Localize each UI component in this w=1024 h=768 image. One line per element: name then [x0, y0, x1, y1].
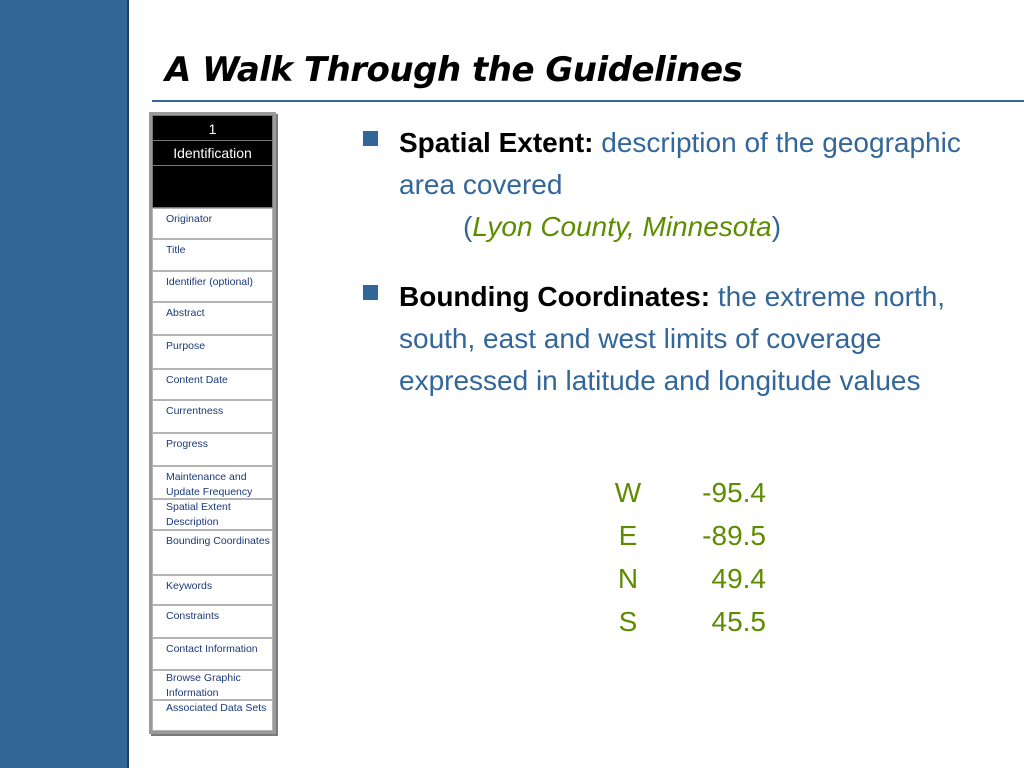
coordinate-value: -95.4: [702, 477, 766, 508]
bullet-square-icon: [363, 285, 378, 300]
nav-item-purpose[interactable]: [152, 335, 273, 369]
bullet-text: [399, 276, 983, 402]
nav-item-label: Spatial Extent Description: [166, 501, 231, 528]
nav-item-contact-information[interactable]: [152, 638, 273, 670]
nav-item-label: Purpose: [166, 340, 206, 352]
nav-header-divider: [153, 165, 272, 166]
nav-header: [152, 115, 273, 208]
nav-item-label: Progress: [166, 438, 209, 450]
nav-item-progress[interactable]: [152, 433, 273, 466]
nav-section-label: Identification: [173, 145, 252, 161]
nav-item-label: Originator: [166, 213, 213, 225]
bullet-bounding-coordinates: [363, 276, 983, 402]
example-text: [463, 206, 983, 248]
coordinate-value: 49.4: [711, 563, 766, 594]
nav-item-label: Currentness: [166, 405, 224, 417]
nav-item-label: Title: [166, 244, 186, 256]
nav-item-identifier[interactable]: [152, 271, 273, 302]
example-paren-close: ): [771, 211, 782, 242]
nav-item-spatial-extent[interactable]: [152, 499, 273, 530]
coordinate-row-south: [598, 602, 778, 642]
example-paren-open: (: [463, 211, 473, 242]
slide-title: A Walk Through the Guidelines: [165, 50, 743, 90]
bullet-square-icon: [363, 131, 378, 146]
coordinate-row-north: [598, 559, 778, 599]
nav-item-label: Contact Information: [166, 643, 258, 655]
nav-item-currentness[interactable]: [152, 400, 273, 433]
nav-item-keywords[interactable]: [152, 575, 273, 605]
nav-item-label: Bounding Coordinates: [166, 535, 270, 547]
bullet-description: the extreme north, south, east and west limits of coverage expressed in latitude and longitude values: [399, 281, 946, 396]
nav-item-label: Maintenance and Update Frequency: [166, 471, 253, 498]
coordinate-value: 45.5: [711, 606, 766, 637]
nav-item-associated-data-sets[interactable]: [152, 700, 273, 731]
nav-item-label: Abstract: [166, 307, 205, 319]
nav-item-label: Content Date: [166, 374, 228, 386]
coordinate-direction: S: [618, 606, 638, 637]
nav-item-label: Browse Graphic Information: [166, 672, 241, 699]
nav-item-bounding-coordinates[interactable]: [152, 530, 273, 575]
nav-header-divider: [153, 140, 272, 141]
bullet-spatial-extent: [363, 122, 983, 248]
bullet-term: Spatial Extent:: [399, 127, 594, 158]
nav-item-title[interactable]: [152, 239, 273, 271]
coordinate-direction: N: [617, 563, 639, 594]
bullet-description: description of the geographic area covered: [399, 127, 961, 200]
bullet-text: [399, 122, 983, 206]
nav-section-number: 1: [208, 121, 217, 137]
title-underline: [152, 100, 1024, 102]
nav-item-abstract[interactable]: [152, 302, 273, 335]
nav-item-browse-graphic[interactable]: [152, 670, 273, 700]
coordinate-direction: W: [614, 477, 642, 508]
nav-item-content-date[interactable]: [152, 369, 273, 400]
bullet-term: Bounding Coordinates:: [399, 281, 711, 312]
nav-item-label: Keywords: [166, 580, 213, 592]
coordinate-row-west: [598, 473, 778, 513]
nav-item-label: Identifier (optional): [166, 276, 253, 288]
nav-item-maintenance[interactable]: [152, 466, 273, 499]
nav-item-originator[interactable]: [152, 208, 273, 239]
left-accent-band: [0, 0, 129, 768]
identification-nav-table: [149, 112, 276, 734]
coordinate-row-east: [598, 516, 778, 556]
nav-item-constraints[interactable]: [152, 605, 273, 638]
coordinate-direction: E: [618, 520, 638, 551]
nav-item-label: Associated Data Sets: [166, 702, 267, 714]
nav-item-label: Constraints: [166, 610, 220, 622]
coordinate-value: -89.5: [702, 520, 766, 551]
example-value: Lyon County, Minnesota: [472, 211, 772, 242]
